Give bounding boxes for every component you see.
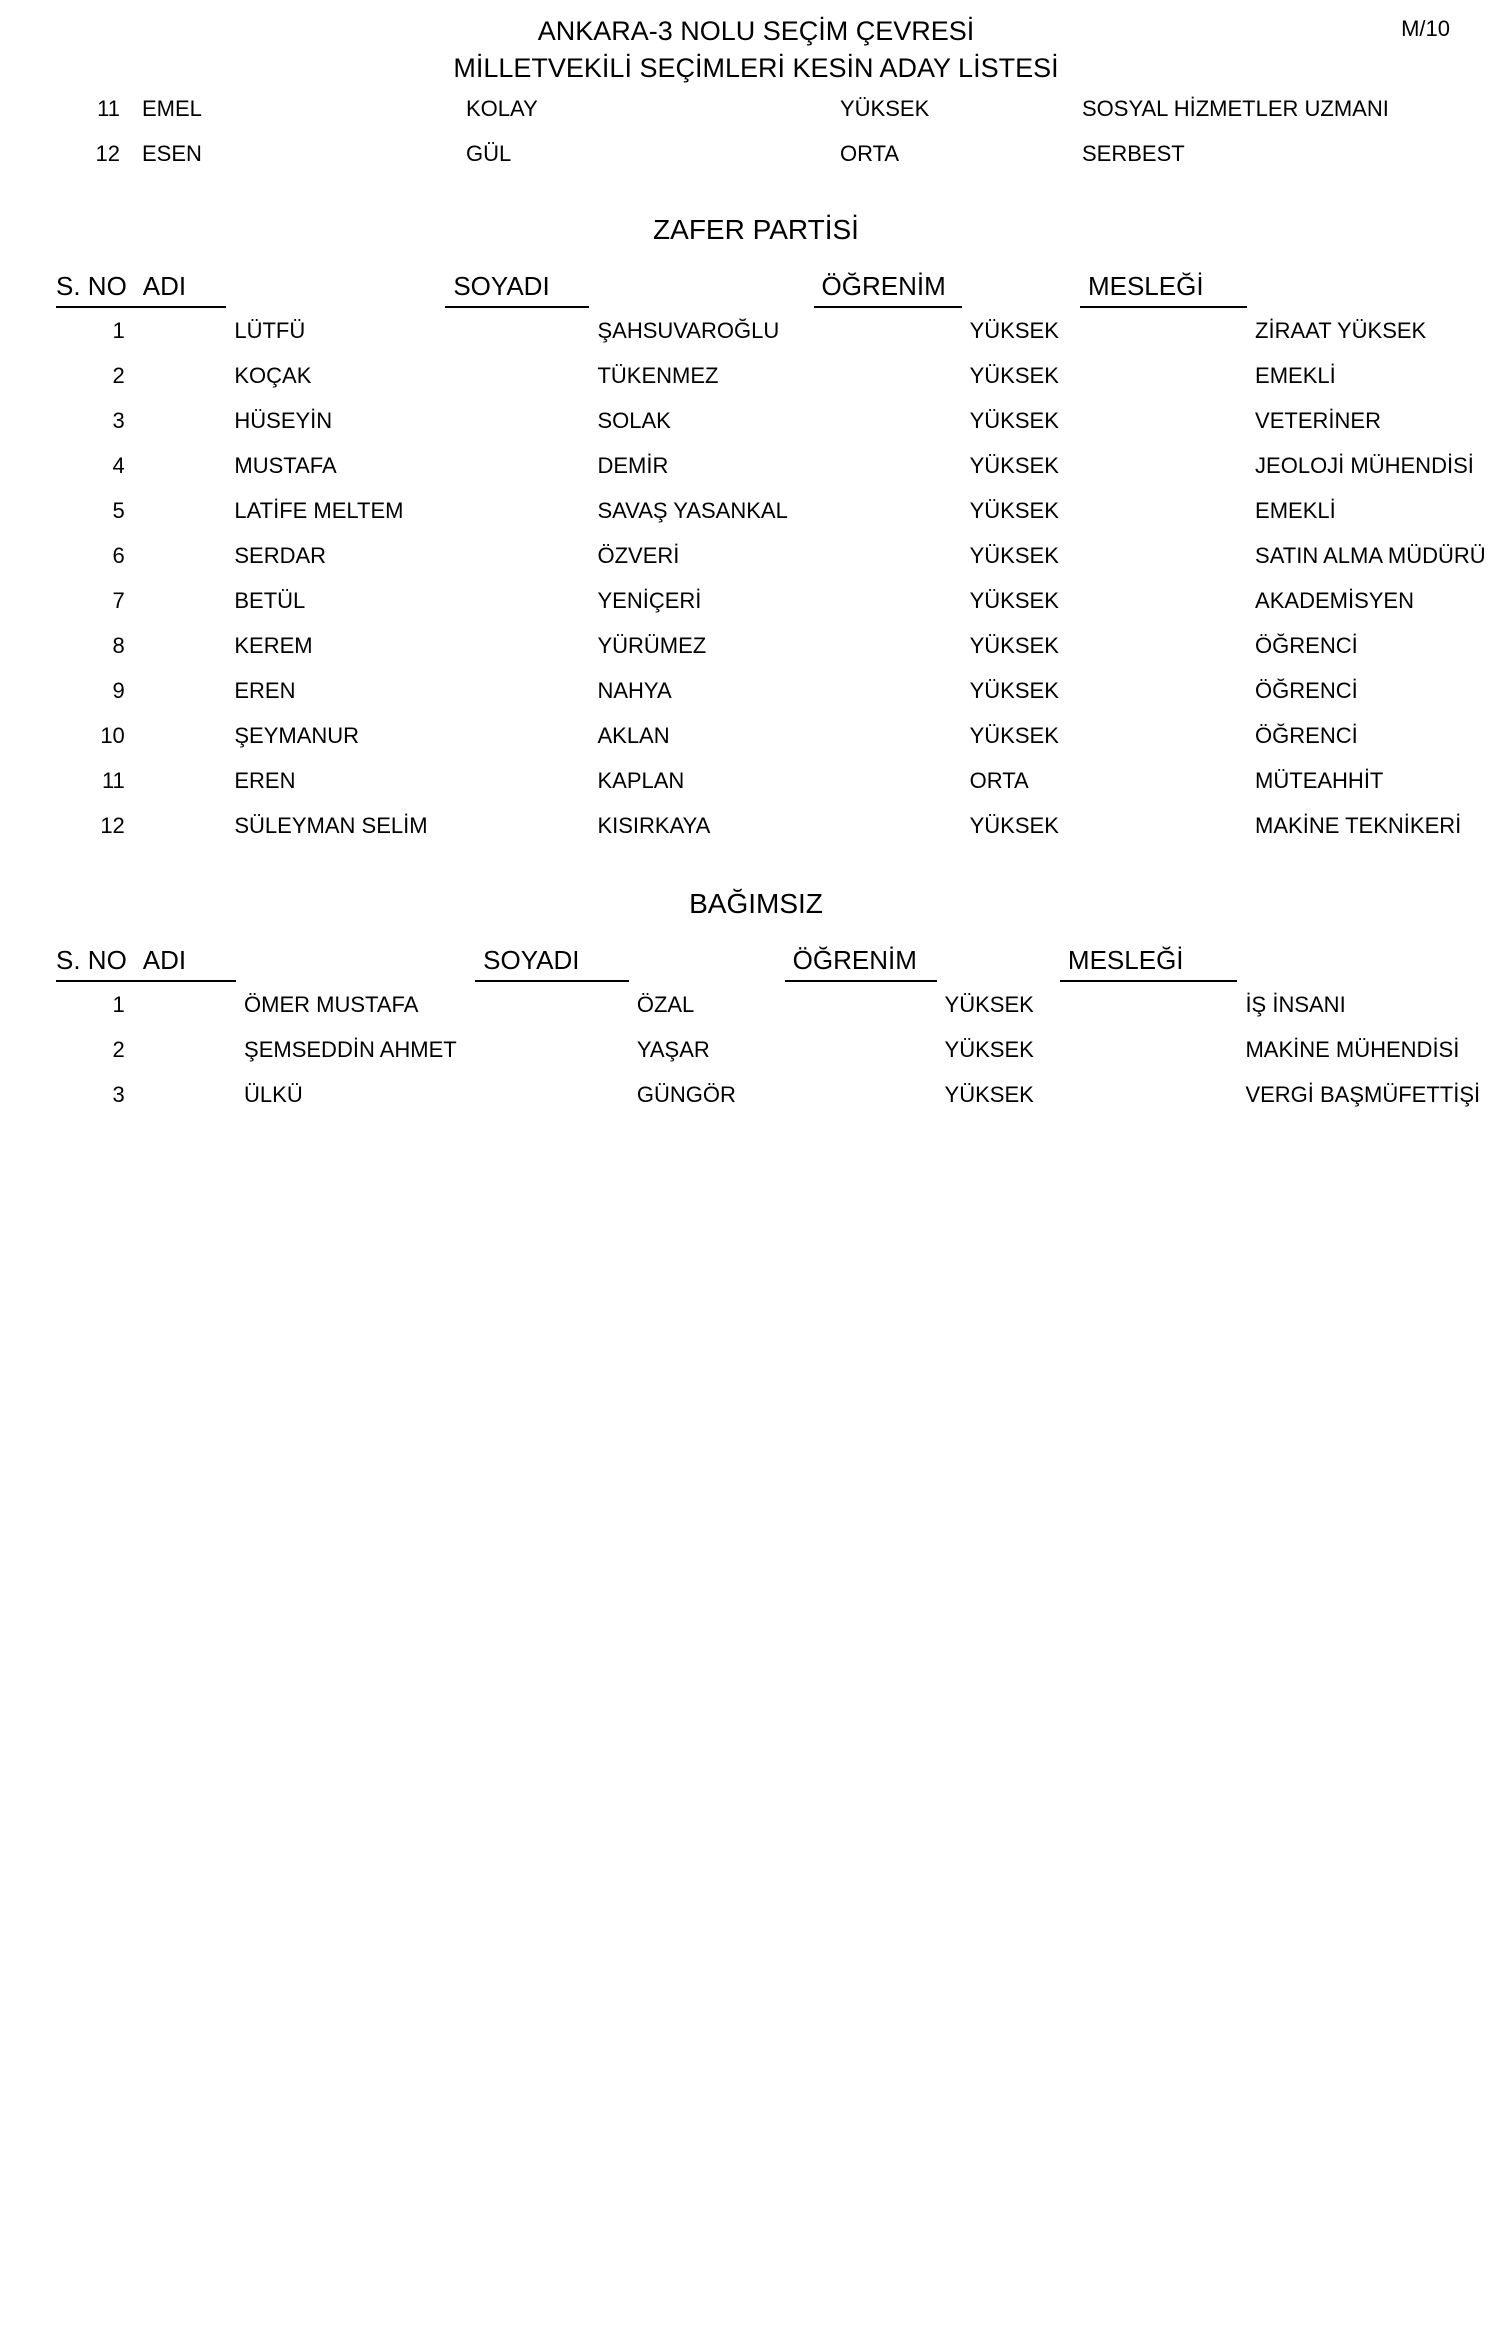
cell-profession: ÖĞRENCİ <box>1255 722 1358 748</box>
cell-surname: NAHYA <box>597 677 672 703</box>
table-row <box>56 86 1488 131</box>
cell-name: ÜLKÜ <box>244 1081 303 1107</box>
cell-profession: MAKİNE MÜHENDİSİ <box>1245 1036 1460 1062</box>
cell-profession: EMEKLİ <box>1255 497 1336 523</box>
cell-profession: MAKİNE TEKNİKERİ <box>1255 812 1462 838</box>
column-header-name: ADI <box>135 262 227 308</box>
cell-surname: KOLAY <box>466 95 538 121</box>
cell-surname: ŞAHSUVAROĞLU <box>597 317 780 343</box>
cell-no: 8 <box>112 632 125 658</box>
cell-education: ORTA <box>840 140 900 166</box>
cell-surname: ÖZVERİ <box>597 542 680 568</box>
cell-no: 10 <box>100 722 125 748</box>
cell-no: 12 <box>95 140 120 166</box>
cell-no: 2 <box>112 362 125 388</box>
table-row <box>56 533 1512 578</box>
cell-surname: SAVAŞ YASANKAL <box>597 497 788 523</box>
page-code: M/10 <box>1401 16 1450 41</box>
cell-name: LATİFE MELTEM <box>234 497 404 523</box>
cell-education: YÜKSEK <box>969 632 1059 658</box>
cell-education: YÜKSEK <box>969 722 1059 748</box>
cell-profession: SOSYAL HİZMETLER UZMANI <box>1082 95 1389 121</box>
cell-education: YÜKSEK <box>840 95 930 121</box>
cell-name: ÖMER MUSTAFA <box>244 991 419 1017</box>
column-header-no: S. NO <box>56 936 135 982</box>
cell-education: YÜKSEK <box>969 677 1059 703</box>
cell-education: YÜKSEK <box>944 1036 1034 1062</box>
table-row <box>56 578 1512 623</box>
cell-profession: SATIN ALMA MÜDÜRÜ <box>1255 542 1486 568</box>
table-row <box>56 623 1512 668</box>
table-row <box>56 308 1512 353</box>
cell-name: HÜSEYİN <box>234 407 333 433</box>
cell-name: SÜLEYMAN SELİM <box>234 812 428 838</box>
cell-surname: TÜKENMEZ <box>597 362 719 388</box>
table-row <box>56 443 1512 488</box>
cell-education: YÜKSEK <box>969 812 1059 838</box>
cell-no: 1 <box>112 317 125 343</box>
column-header-education: ÖĞRENİM <box>785 936 937 982</box>
cell-name: EREN <box>234 677 296 703</box>
table-row <box>56 1072 1512 1117</box>
cell-name: KOÇAK <box>234 362 312 388</box>
cell-no: 5 <box>112 497 125 523</box>
cell-education: YÜKSEK <box>969 542 1059 568</box>
table-row <box>56 398 1512 443</box>
cell-name: ŞEMSEDDİN AHMET <box>244 1036 457 1062</box>
cell-surname: ÖZAL <box>636 991 695 1017</box>
document-title-line1: ANKARA-3 NOLU SEÇİM ÇEVRESİ <box>537 16 975 46</box>
candidate-table-continued <box>56 86 1488 176</box>
cell-no: 11 <box>101 767 125 793</box>
cell-no: 6 <box>112 542 125 568</box>
cell-profession: VERGİ BAŞMÜFETTİŞİ <box>1245 1081 1481 1107</box>
cell-no: 1 <box>112 991 125 1017</box>
table-row <box>56 803 1512 848</box>
cell-profession: AKADEMİSYEN <box>1255 587 1414 613</box>
section-title-bagimsiz: BAĞIMSIZ <box>689 888 823 919</box>
cell-education: YÜKSEK <box>969 497 1059 523</box>
cell-no: 2 <box>112 1036 125 1062</box>
cell-education: YÜKSEK <box>944 1081 1034 1107</box>
cell-education: YÜKSEK <box>944 991 1034 1017</box>
column-header-education: ÖĞRENİM <box>814 262 962 308</box>
cell-education: YÜKSEK <box>969 317 1059 343</box>
cell-no: 9 <box>112 677 125 703</box>
cell-name: ESEN <box>142 140 202 166</box>
cell-education: YÜKSEK <box>969 452 1059 478</box>
column-header-profession: MESLEĞİ <box>1060 936 1238 982</box>
cell-profession: ZİRAAT YÜKSEK <box>1255 317 1427 343</box>
cell-surname: GÜNGÖR <box>636 1081 736 1107</box>
cell-profession: ÖĞRENCİ <box>1255 677 1358 703</box>
cell-surname: YAŞAR <box>636 1036 710 1062</box>
table-row <box>56 758 1512 803</box>
candidate-table-bagimsiz <box>56 936 1512 1117</box>
cell-surname: KAPLAN <box>597 767 685 793</box>
cell-profession: SERBEST <box>1082 140 1185 166</box>
cell-education: ORTA <box>969 767 1029 793</box>
cell-education: YÜKSEK <box>969 587 1059 613</box>
cell-name: KEREM <box>234 632 313 658</box>
column-header-no: S. NO <box>56 262 135 308</box>
table-row <box>56 982 1512 1027</box>
cell-name: EMEL <box>142 95 202 121</box>
table-row <box>56 713 1512 758</box>
candidate-table-zafer <box>56 262 1512 848</box>
cell-profession: MÜTEAHHİT <box>1255 767 1384 793</box>
cell-profession: JEOLOJİ MÜHENDİSİ <box>1255 452 1474 478</box>
cell-name: SERDAR <box>234 542 327 568</box>
column-header-name: ADI <box>135 936 236 982</box>
cell-surname: GÜL <box>466 140 512 166</box>
table-row <box>56 353 1512 398</box>
table-row <box>56 131 1488 176</box>
cell-name: ŞEYMANUR <box>234 722 360 748</box>
cell-profession: VETERİNER <box>1255 407 1381 433</box>
table-row <box>56 488 1512 533</box>
cell-no: 7 <box>112 587 125 613</box>
cell-profession: EMEKLİ <box>1255 362 1336 388</box>
cell-surname: SOLAK <box>597 407 671 433</box>
column-header-surname: SOYADI <box>475 936 629 982</box>
cell-surname: DEMİR <box>597 452 669 478</box>
cell-name: EREN <box>234 767 296 793</box>
cell-profession: ÖĞRENCİ <box>1255 632 1358 658</box>
column-header-surname: SOYADI <box>445 262 589 308</box>
table-header <box>56 936 1512 982</box>
cell-no: 3 <box>112 1081 125 1107</box>
cell-name: LÜTFÜ <box>234 317 306 343</box>
document-title-line2: MİLLETVEKİLİ SEÇİMLERİ KESİN ADAY LİSTESİ <box>453 53 1059 83</box>
cell-no: 11 <box>97 95 120 121</box>
cell-no: 4 <box>112 452 125 478</box>
cell-profession: İŞ İNSANI <box>1245 991 1346 1017</box>
table-row <box>56 1027 1512 1072</box>
cell-name: MUSTAFA <box>234 452 337 478</box>
column-header-profession: MESLEĞİ <box>1080 262 1247 308</box>
table-row <box>56 668 1512 713</box>
cell-surname: YENİÇERİ <box>597 587 702 613</box>
cell-surname: KISIRKAYA <box>597 812 711 838</box>
cell-no: 12 <box>100 812 125 838</box>
cell-surname: AKLAN <box>597 722 670 748</box>
section-title-zafer: ZAFER PARTİSİ <box>653 214 859 245</box>
cell-education: YÜKSEK <box>969 407 1059 433</box>
table-header <box>56 262 1512 308</box>
cell-name: BETÜL <box>234 587 306 613</box>
cell-no: 3 <box>112 407 125 433</box>
cell-surname: YÜRÜMEZ <box>597 632 707 658</box>
cell-education: YÜKSEK <box>969 362 1059 388</box>
